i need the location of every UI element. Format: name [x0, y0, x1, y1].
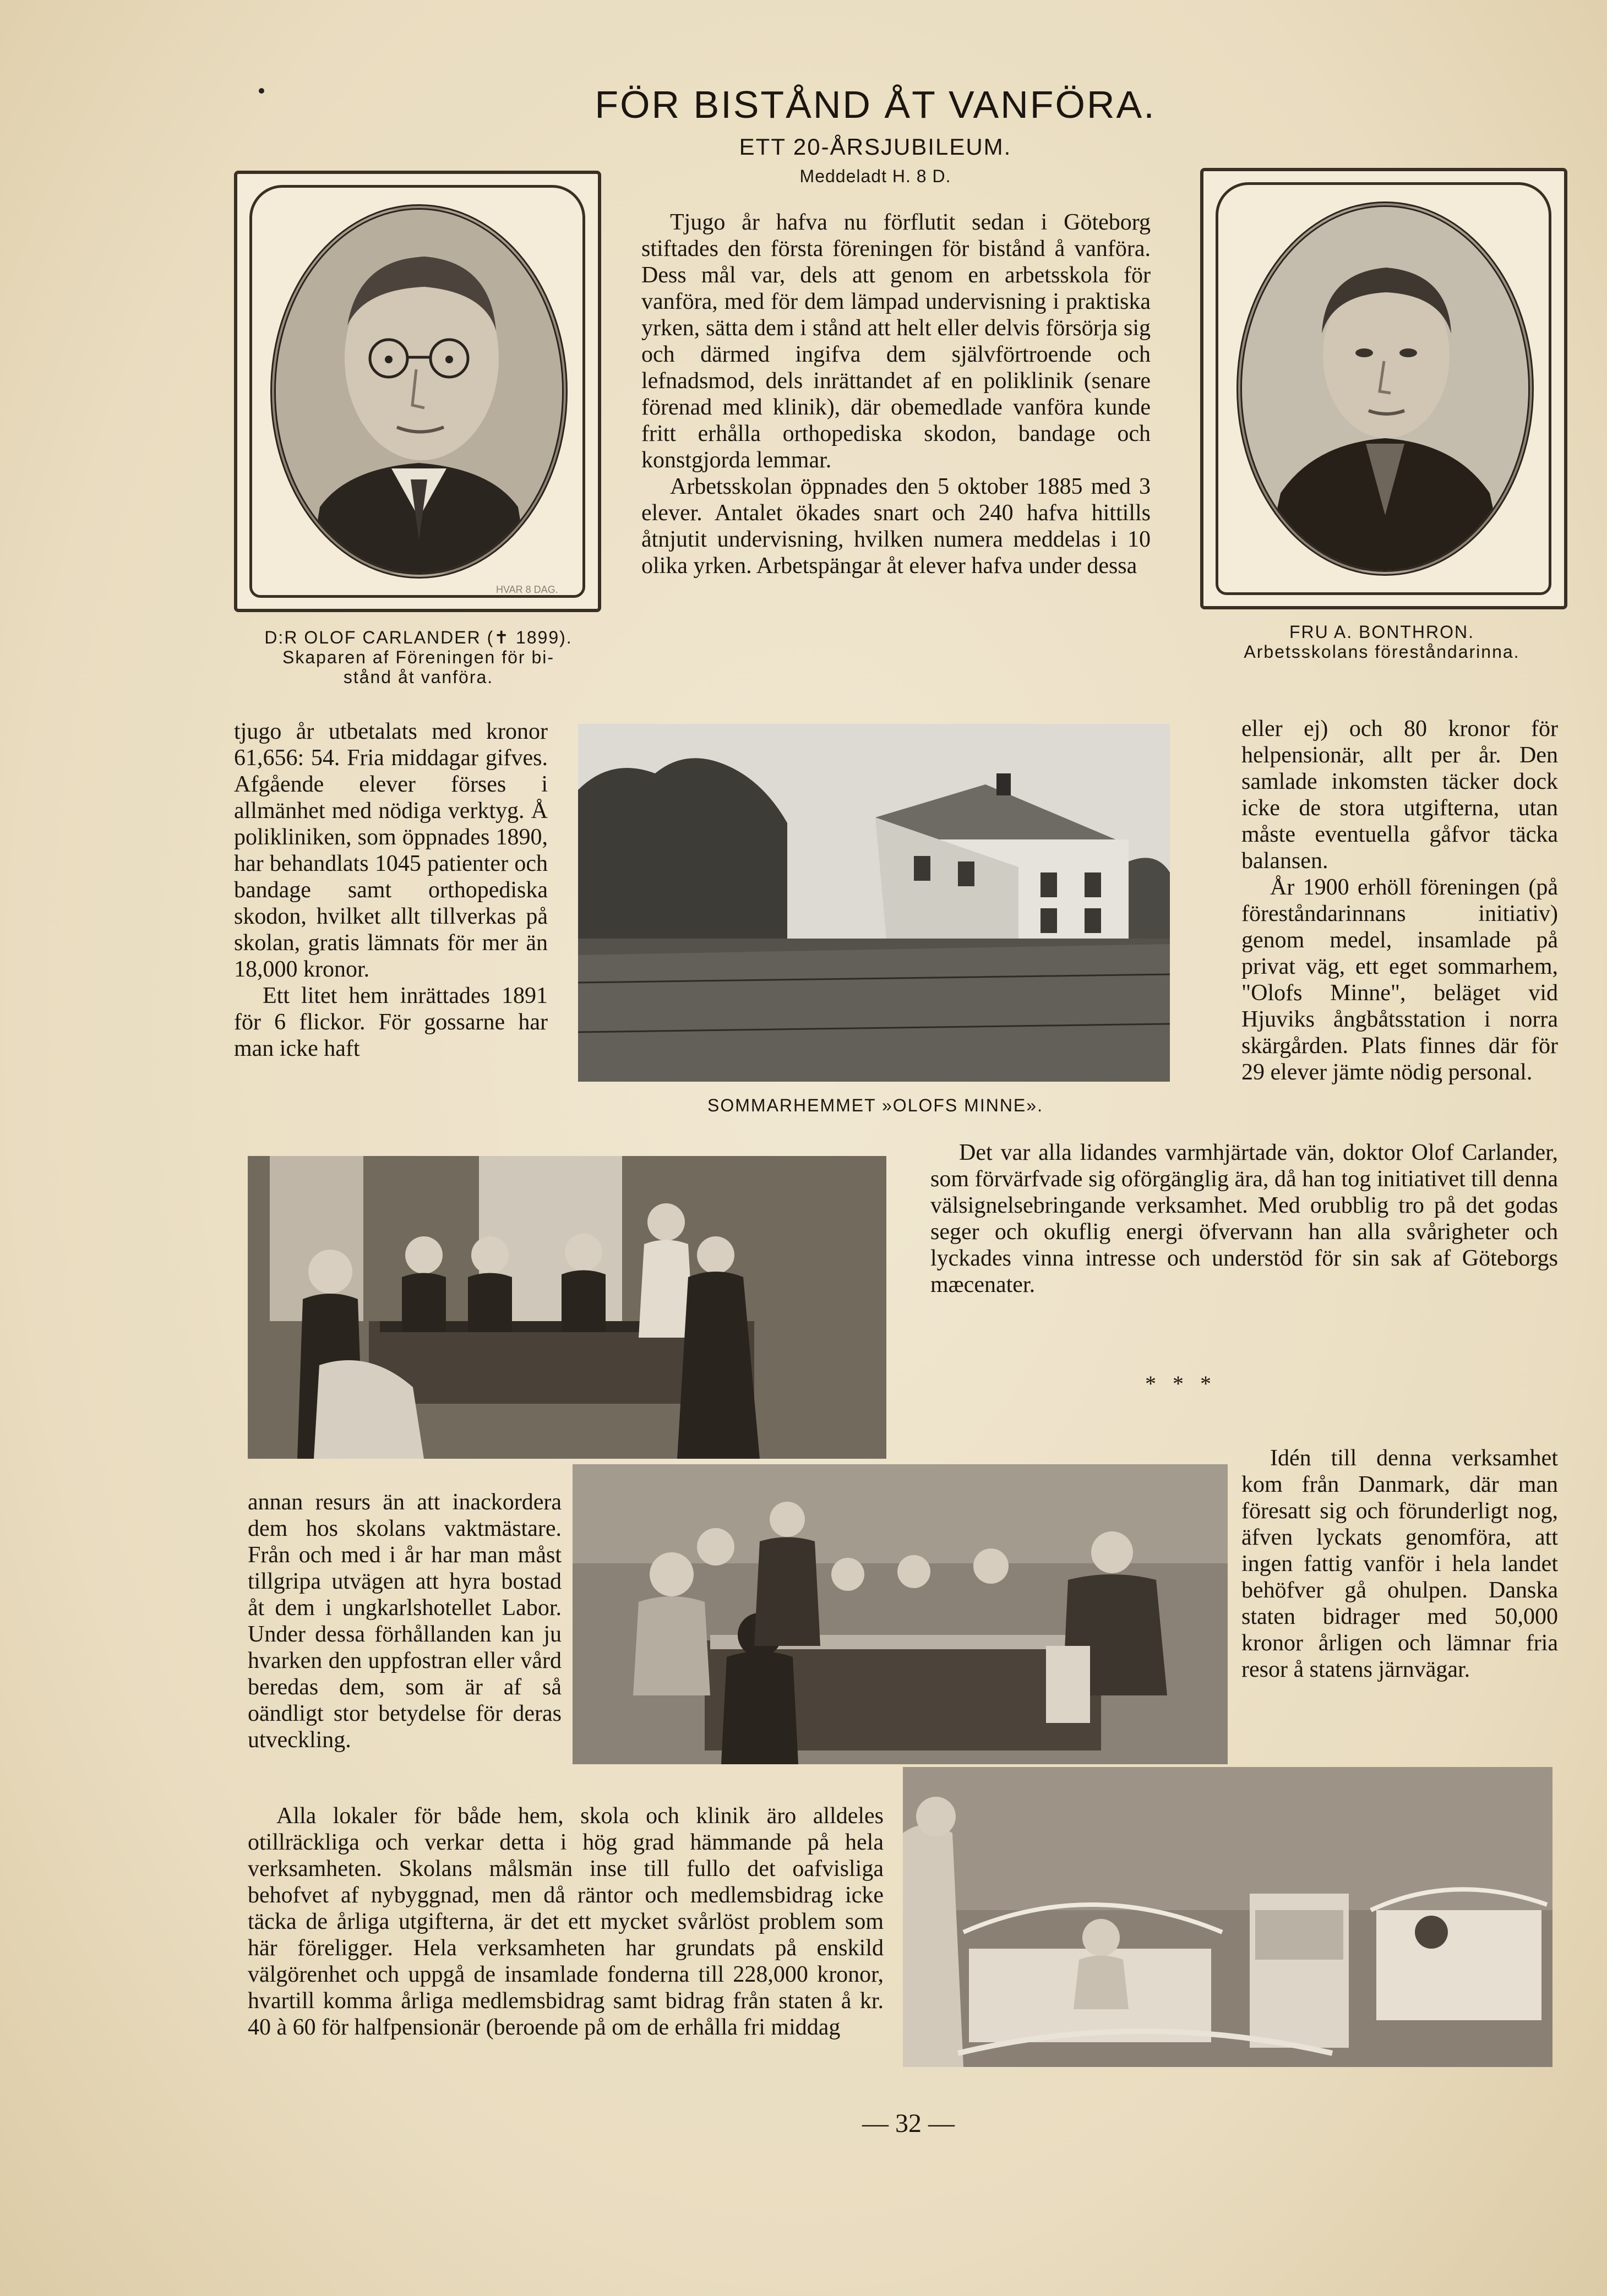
left-column-a [234, 718, 548, 1062]
paragraph: annan resurs än att inackordera dem hos skolans vaktmästare. Från och med i år har man måst tillgripa utvägen att hyra bostad åt dem i ungkarlshotellet Labor. Under dessa förhållanden kan ju hvarken den uppfostran eller vård beredas dem, som är af så oändligt stor betydelse för deras utveckling. [248, 1490, 562, 1753]
paragraph: År 1900 erhöll föreningen (på föreståndarinnans initiativ) genom medel, insamlade på privat väg, ett eget sommarhem, "Olofs Minne", beläget vid Hjuviks ångbåtsstation i norra skärgården. Plats finnes där för 29 elever jämte nödig personal. [1241, 875, 1558, 1085]
paragraph: Arbetsskolan öppnades den 5 oktober 1885 med 3 elever. Antalet ökades snart och 240 hafva hittills åtnjutit undervisning, hvilken numera meddelas i 10 olika yrken. Arbetspängar åt elever hafva under dessa [641, 474, 1151, 579]
clinic-photo [903, 1767, 1552, 2067]
center-column [641, 209, 1151, 579]
portrait-right-frame [1200, 168, 1567, 609]
section-separator: * * * [1145, 1371, 1211, 1396]
portrait-man-svg [276, 210, 562, 573]
caption-line: Skaparen af Föreningen för bi- [282, 647, 555, 667]
caption-line: FRU A. BONTHRON. [1289, 622, 1474, 642]
paragraph: Idén till denna verksamhet kom från Danmark, där man föresatt sig och förunderligt nog, äfven lyckats genomföra, att ingen fattig vanför i hela landet behöfver gå ohulpen. Danska staten bidrager med 50,000 kronor årligen och lämnar fria resor å statens järnvägar. [1241, 1446, 1558, 1682]
paragraph: eller ej) och 80 kronor för helpensionär, allt per år. Den samlade inkomsten täcker dock icke de stora utgifterna, utan måste eventuella gåfvor täcka balansen. [1241, 716, 1558, 874]
article-byline: Meddeladt H. 8 D. [799, 166, 951, 186]
clinic-beds-image [903, 1767, 1552, 2067]
paragraph: Alla lokaler för både hem, skola och klinik äro alldeles otillräckliga och verkar detta i hög grad hämmande på hela verksamheten. Skolans målsmän inse till fullo det oafvisliga behofvet af nybyggnad, men då räntor och medlemsbidrag icke täcka de årliga utgifterna, är det ett mycket svårlöst problem som här föreligger. Hela verksamheten har grundats på enskild välgörenhet och uppgå de insamlade fonderna till 228,000 kronor, hvartill komma årliga medlemsbidrag samt bidrag från staten å kr. 40 à 60 för halfpensionär (beroende på om de erhålla fri middag [248, 1803, 884, 2040]
boys-workshop-image [573, 1464, 1228, 1764]
boys-workshop-photo [573, 1464, 1228, 1764]
caption-line: Arbetsskolans föreståndarinna. [1244, 642, 1520, 662]
portrait-right-caption [1195, 622, 1569, 662]
house-photo-caption: SOMMARHEMMET »OLOFS MINNE». [707, 1095, 1043, 1115]
right-column-c [1241, 1445, 1558, 1683]
portrait-left-frame [234, 171, 601, 612]
page-number: — 32 — [862, 2109, 955, 2138]
caption-line: D:R OLOF CARLANDER (✝ 1899). [264, 628, 573, 647]
article-title: FÖR BISTÅND ÅT VANFÖRA. [595, 83, 1156, 126]
article-subtitle: ETT 20-ÅRSJUBILEUM. [739, 134, 1012, 160]
girls-workshop-photo [248, 1156, 886, 1459]
paragraph: Tjugo år hafva nu förflutit sedan i Göteborg stiftades den första föreningen för bistånd å vanföra. Dess mål var, dels att genom en arbetsskola för vanföra, med för dem lämpad undervisning i praktiska yrken, sätta dem i stånd att helt eller delvis försörja sig och därmed ingifva dem självförtroende och lefnadsmod, dels inrättandet af en poliklinik (senare förenad med klinik), där obemedlade vanföra kunde fritt erhålla orthopediska skodon, bandage och konstgjorda lemmar. [641, 210, 1151, 473]
portrait-woman-icon [1236, 201, 1534, 576]
portrait-left-caption [231, 628, 606, 687]
printer-dot [259, 88, 264, 94]
caption-line: stånd åt vanföra. [343, 667, 494, 687]
middle-right-column [930, 1139, 1558, 1298]
paragraph: tjugo år utbetalats med kronor 61,656: 54. Fria middagar gifves. Afgående elever förses i allmänhet med nödiga verktyg. Å polikliniken, som öppnades 1890, har behandlats 1045 patienter och bandage samt orthopediska skodon, hvilket allt tillverkas på skolan, gratis lämnats för mer än 18,000 kronor. [234, 719, 548, 982]
photo-credit: HVAR 8 DAG. [496, 584, 558, 595]
paragraph: Det var alla lidandes varmhjärtade vän, doktor Olof Carlander, som förvärfvade sig oförgänglig ära, då han tog initiativet till denna välsignelsebringande verksamhet. Med orubblig tro på det godas seger och okuflig energi öfvervann han alla svårigheter och lyckades vinna intresse och understöd för sin sak af Göteborgs mæcenater. [930, 1140, 1558, 1297]
summer-house-image [578, 724, 1170, 1082]
portrait-man-icon [270, 204, 568, 579]
portrait-woman-svg [1242, 207, 1528, 570]
bottom-left-column [248, 1803, 884, 2041]
house-photo [578, 724, 1170, 1082]
girls-sewing-image [248, 1156, 886, 1459]
right-column-a [1241, 716, 1558, 1086]
paragraph: Ett litet hem inrättades 1891 för 6 flickor. För gossarne har man icke haft [234, 983, 548, 1061]
left-column-c [248, 1489, 562, 1753]
